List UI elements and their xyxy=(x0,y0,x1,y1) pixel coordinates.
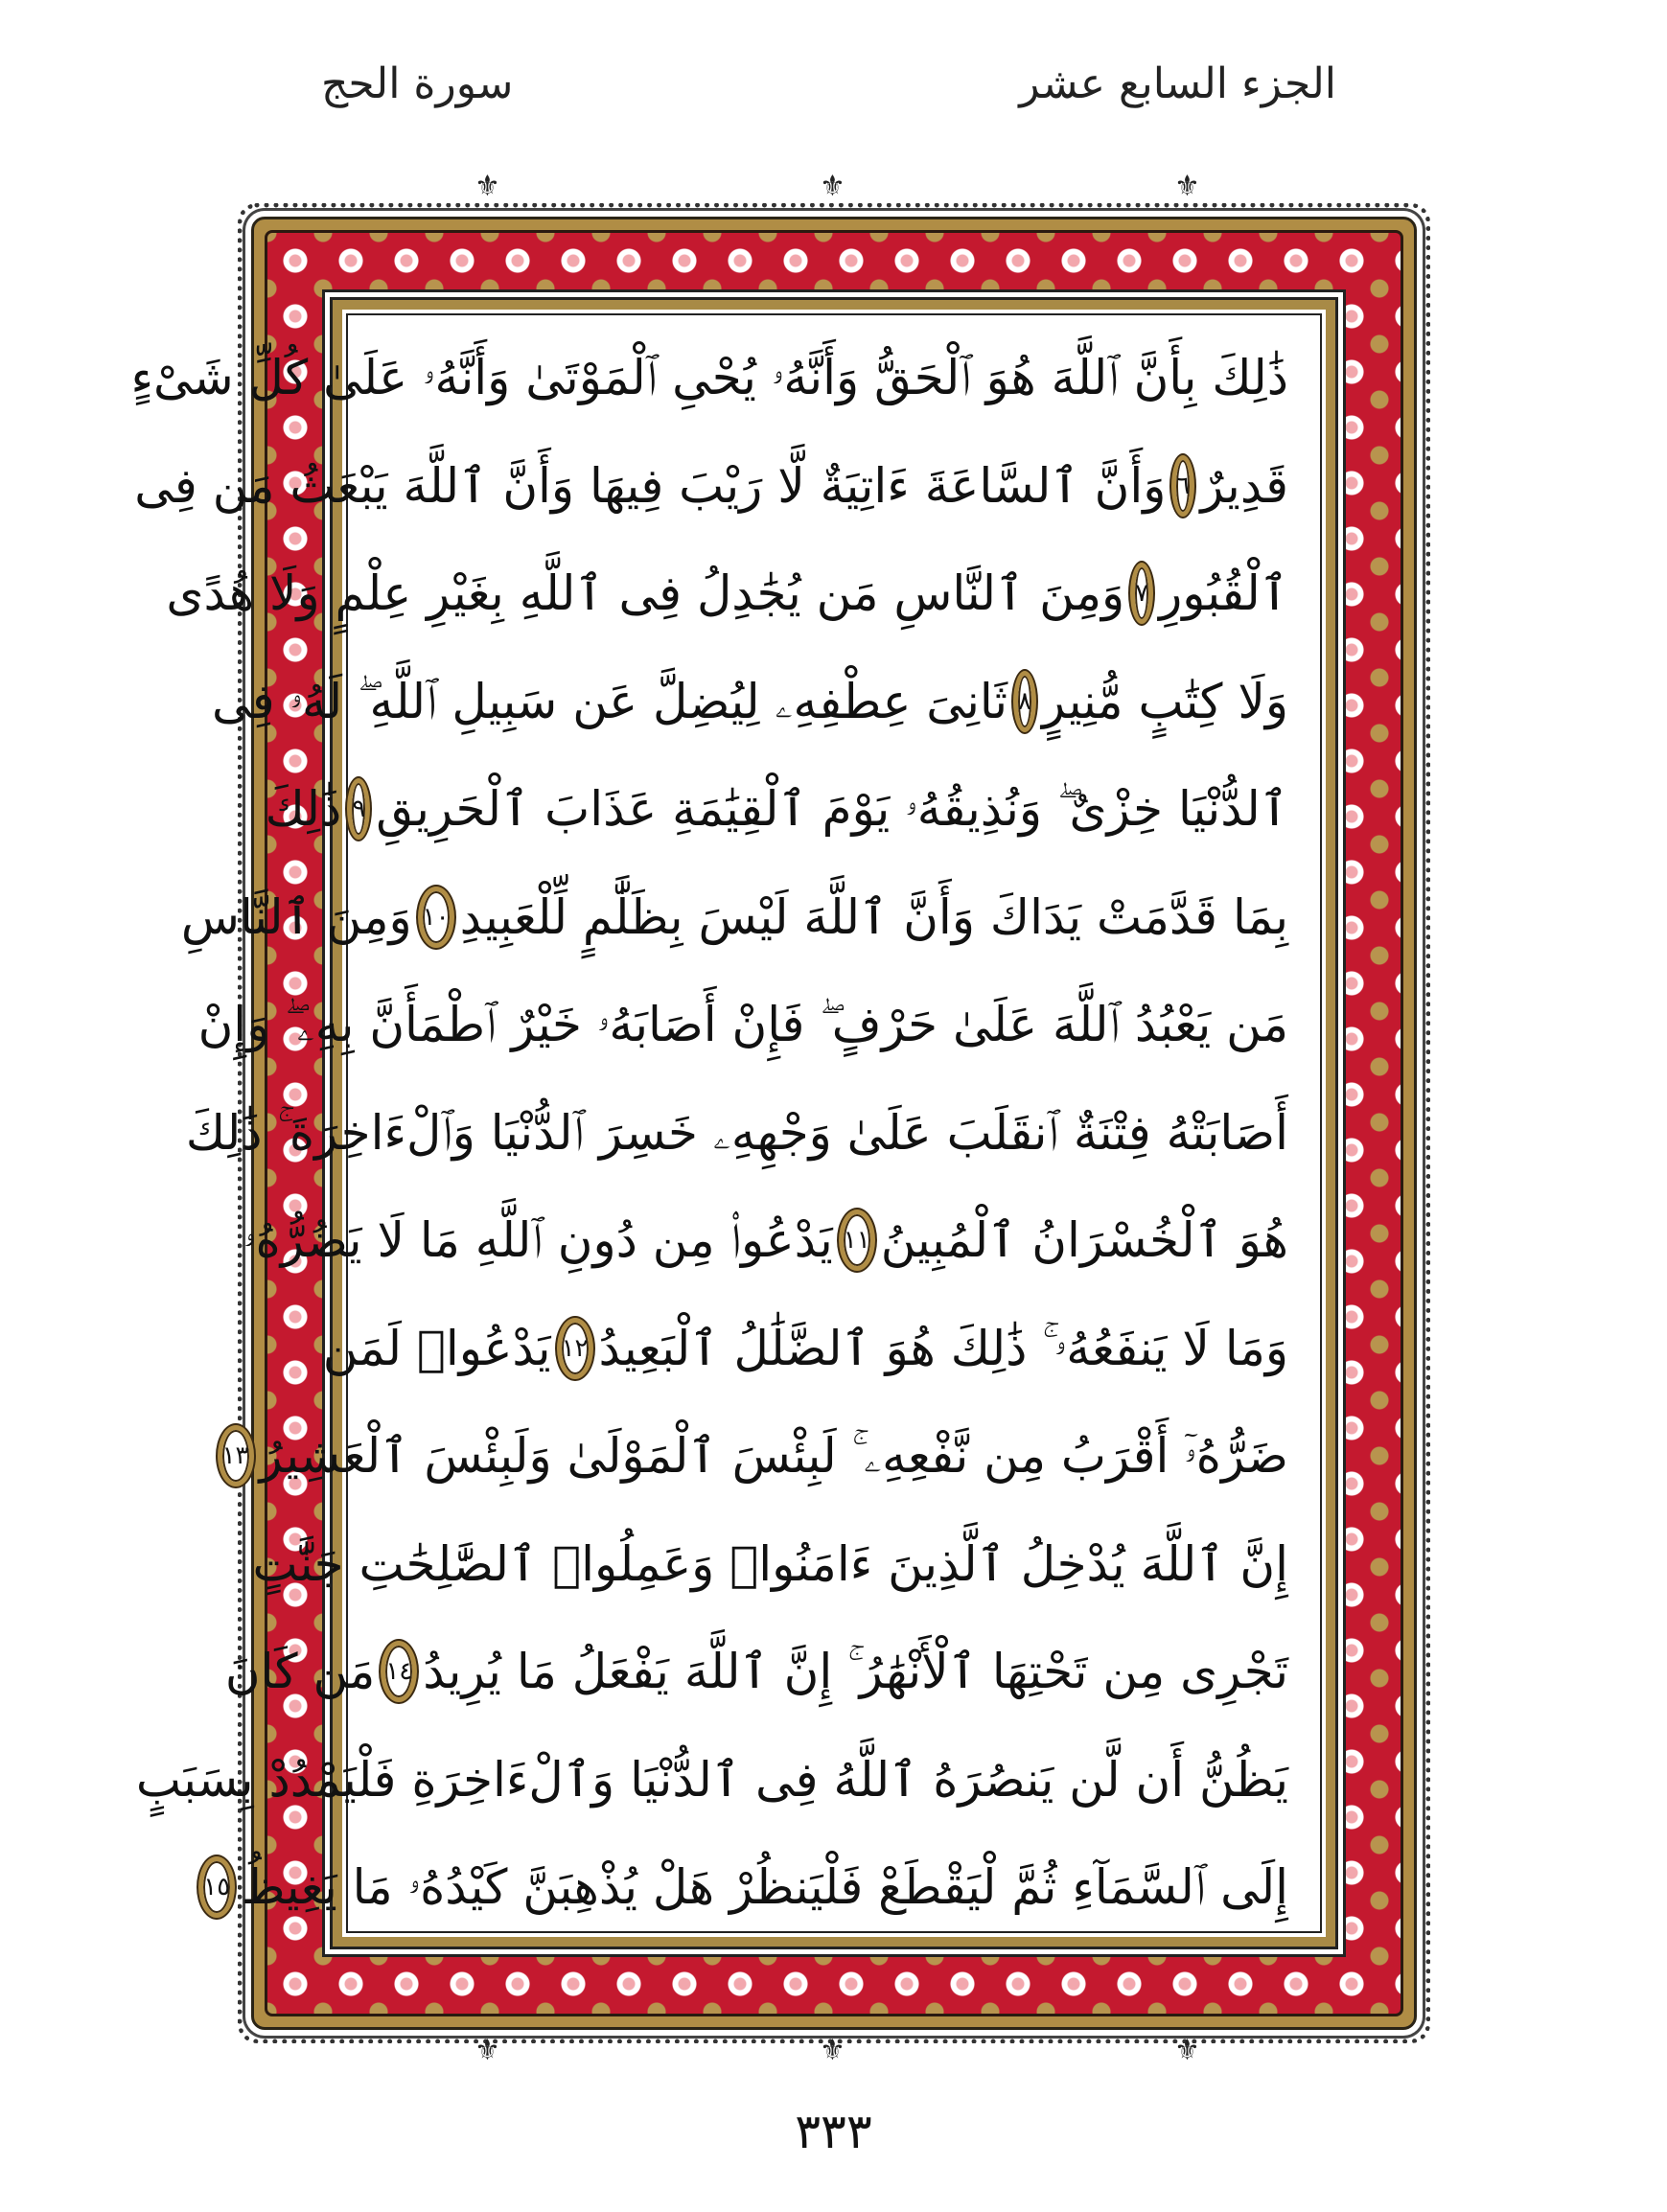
text-line xyxy=(197,971,1288,1079)
finial-ornament-icon: ⚜ xyxy=(1174,2034,1200,2067)
text-line xyxy=(243,1187,1288,1295)
verse-text: ثَانِىَ عِطْفِهِۦ لِيُضِلَّ عَن سَبِيلِ ٱللَّهِ ۖ لَهُۥ فِى xyxy=(212,673,1008,729)
verse-text: تَجْرِى مِن تَحْتِهَا ٱلْأَنْهَٰرُ ۚ إِنَّ ٱللَّهَ يَفْعَلُ مَا يُرِيدُ xyxy=(423,1644,1288,1700)
ayah-number-marker: ٩ xyxy=(347,778,370,840)
verse-text: يَدْعُوا۟ مِن دُونِ ٱللَّهِ مَا لَا يَضُرُّهُۥ xyxy=(243,1212,833,1269)
text-line xyxy=(180,864,1288,972)
verse-text: ذَٰلِكَ بِأَنَّ ٱللَّهَ هُوَ ٱلْحَقُّ وَأَنَّهُۥ يُحْىِ ٱلْمَوْتَىٰ وَأَنَّهُۥ عَلَىٰ كُلِّ شَىْءٍ xyxy=(130,350,1288,406)
quran-text xyxy=(130,324,1288,1942)
verse-text: وَمَا لَا يَنفَعُهُۥ ۚ ذَٰلِكَ هُوَ ٱلضَّلَٰلُ ٱلْبَعِيدُ xyxy=(598,1320,1288,1376)
ayah-number-marker: ١٣ xyxy=(218,1425,254,1486)
ayah-number-marker: ٨ xyxy=(1013,671,1036,732)
verse-text: وَمِنَ ٱلنَّاسِ xyxy=(180,888,412,945)
text-line xyxy=(221,1402,1288,1510)
verse-text: هُوَ ٱلْخُسْرَانُ ٱلْمُبِينُ xyxy=(880,1212,1288,1269)
juz-header: الجزء السابع عشر xyxy=(1019,59,1336,108)
verse-text: ذَٰلِكَ xyxy=(265,781,342,838)
text-line xyxy=(252,1510,1288,1619)
text-line xyxy=(134,432,1288,541)
finial-ornament-icon: ⚜ xyxy=(820,170,845,203)
verse-text: قَدِيرٌ xyxy=(1200,457,1288,514)
verse-text: إِنَّ ٱللَّهَ يُدْخِلُ ٱلَّذِينَ ءَامَنُوا۟ وَعَمِلُوا۟ ٱلصَّٰلِحَٰتِ جَنَّٰتٍ xyxy=(252,1535,1288,1592)
finial-ornament-icon: ⚜ xyxy=(820,2034,845,2067)
ayah-number-marker: ١١ xyxy=(839,1210,875,1271)
finial-ornament-icon: ⚜ xyxy=(1174,170,1200,203)
text-line xyxy=(135,1726,1288,1834)
text-line xyxy=(130,324,1288,432)
verse-text: ٱلْقُبُورِ xyxy=(1159,565,1288,622)
finial-ornament-icon: ⚜ xyxy=(475,170,500,203)
verse-text: مَن كَانَ xyxy=(224,1644,376,1700)
ayah-number-marker: ٧ xyxy=(1130,563,1153,624)
verse-text: وَمِنَ ٱلنَّاسِ مَن يُجَٰدِلُ فِى ٱللَّهِ بِغَيْرِ عِلْمٍ وَلَا هُدًى xyxy=(166,565,1125,622)
text-line xyxy=(203,1833,1288,1942)
ayah-number-marker: ٦ xyxy=(1171,455,1194,517)
ayah-number-marker: ١٥ xyxy=(198,1856,235,1918)
text-line xyxy=(185,1079,1288,1187)
ayah-number-marker: ١٤ xyxy=(381,1641,417,1702)
verse-text: يَظُنُّ أَن لَّن يَنصُرَهُ ٱللَّهُ فِى ٱلدُّنْيَا وَٱلْءَاخِرَةِ فَلْيَمْدُدْ بِسَبَبٍ xyxy=(135,1751,1288,1808)
verse-text: بِمَا قَدَّمَتْ يَدَاكَ وَأَنَّ ٱللَّهَ لَيْسَ بِظَلَّٰمٍ لِّلْعَبِيدِ xyxy=(459,888,1288,945)
page-number: ٣٣٣ xyxy=(795,2104,872,2159)
text-line xyxy=(322,1295,1288,1403)
verse-text: وَأَنَّ ٱلسَّاعَةَ ءَاتِيَةٌ لَّا رَيْبَ فِيهَا وَأَنَّ ٱللَّهَ يَبْعَثُ مَن فِى xyxy=(134,457,1167,514)
text-line xyxy=(265,755,1288,864)
verse-text: أَصَابَتْهُ فِتْنَةٌ ٱنقَلَبَ عَلَىٰ وَجْهِهِۦ خَسِرَ ٱلدُّنْيَا وَٱلْءَاخِرَةَ ۚ ذَٰلِكَ xyxy=(185,1104,1288,1161)
ayah-number-marker: ١٢ xyxy=(557,1318,593,1379)
verse-text: يَدْعُوا۟ لَمَن xyxy=(322,1320,551,1376)
verse-text: ضَرُّهُۥٓ أَقْرَبُ مِن نَّفْعِهِۦ ۚ لَبِئْسَ ٱلْمَوْلَىٰ وَلَبِئْسَ ٱلْعَشِيرُ xyxy=(259,1428,1288,1485)
verse-text: ٱلدُّنْيَا خِزْىٌ ۖ وَنُذِيقُهُۥ يَوْمَ ٱلْقِيَٰمَةِ عَذَابَ ٱلْحَرِيقِ xyxy=(376,781,1288,838)
verse-text: إِلَى ٱلسَّمَآءِ ثُمَّ لْيَقْطَعْ فَلْيَنظُرْ هَلْ يُذْهِبَنَّ كَيْدُهُۥ مَا يَغِيظُ xyxy=(241,1859,1288,1916)
text-line xyxy=(212,648,1288,756)
verse-text: مَن يَعْبُدُ ٱللَّهَ عَلَىٰ حَرْفٍ ۖ فَإِنْ أَصَابَهُۥ خَيْرٌ ٱطْمَأَنَّ بِهِۦ ۖ وَإِنْ xyxy=(197,997,1288,1053)
text-line xyxy=(224,1618,1288,1726)
ayah-number-marker: ١٠ xyxy=(418,887,454,948)
surah-header: سورة الحج xyxy=(321,59,514,108)
verse-text: وَلَا كِتَٰبٍ مُّنِيرٍ xyxy=(1042,673,1288,729)
text-line xyxy=(166,540,1288,648)
finial-ornament-icon: ⚜ xyxy=(475,2034,500,2067)
